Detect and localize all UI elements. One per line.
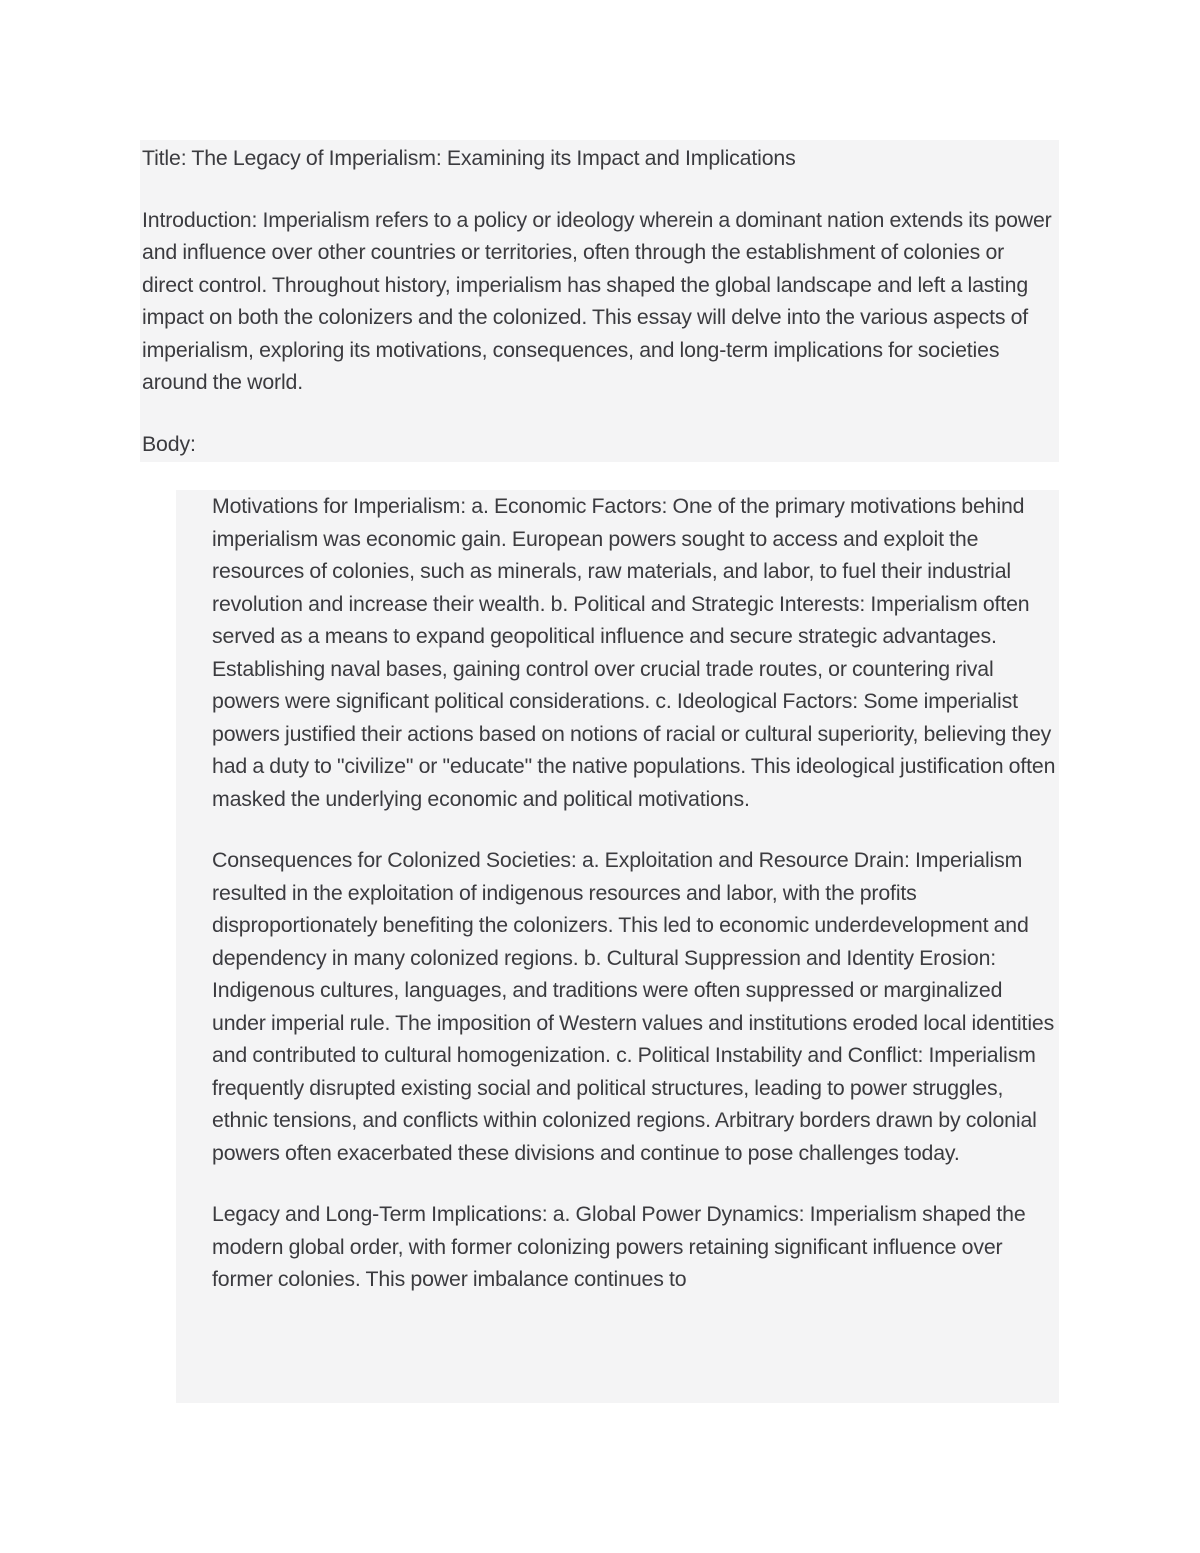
body-sections-block — [176, 490, 1059, 1403]
paragraph-gap — [142, 175, 1055, 204]
document-title: Title: The Legacy of Imperialism: Examining its Impact and Implications — [142, 146, 796, 170]
body-label: Body: — [142, 431, 196, 456]
introduction-paragraph: Introduction: Imperialism refers to a policy or ideology wherein a dominant nation extends its power and influence over other countries or territories, often through the establishment of colonies or direct control. Throughout history, imperialism has shaped the global landscape and left a lasting impact on both the colonizers and the colonized. This essay will delve into the various aspects of imperialism, exploring its motivations, consequences, and long-term implications for societies around the world. — [142, 207, 1052, 394]
section-consequences: Consequences for Colonized Societies: a. Exploitation and Resource Drain: Imperialism resulted in the exploitation of indigenous resources and labor, with the profits disproportionately benefiting the colonizers. This led to economic underdevelopment and dependency in many colonized regions. b. Cultural Suppression and Identity Erosion: Indigenous cultures, languages, and traditions were often suppressed or marginalized under imperial rule. The imposition of Western values and institutions eroded local identities and contributed to cultural homogenization. c. Political Instability and Conflict: Imperialism frequently disrupted existing social and political structures, leading to power struggles, ethnic tensions, and conflicts within colonized regions. Arbitrary borders drawn by colonial powers often exacerbated these divisions and continue to pose challenges today. — [212, 848, 1055, 1165]
paragraph-gap — [212, 815, 1059, 844]
section-motivations: Motivations for Imperialism: a. Economic Factors: One of the primary motivations behind imperialism was economic gain. European powers sought to access and exploit the resources of colonies, such as minerals, raw materials, and labor, to fuel their industrial revolution and increase their wealth. b. Political and Strategic Interests: Imperialism often served as a means to expand geopolitical influence and secure strategic advantages. Establishing naval bases, gaining control over crucial trade routes, or countering rival powers were significant political considerations. c. Ideological Factors: Some imperialist powers justified their actions based on notions of racial or cultural superiority, believing they had a duty to "civilize" or "educate" the native populations. This ideological justification often masked the underlying economic and political motivations. — [212, 494, 1056, 811]
paragraph-gap — [212, 1169, 1059, 1198]
section-legacy: Legacy and Long-Term Implications: a. Global Power Dynamics: Imperialism shaped the modern global order, with former colonizing powers retaining significant influence over former colonies. This power imbalance continues to — [212, 1202, 1026, 1291]
intro-block — [140, 140, 1059, 462]
paragraph-gap — [142, 399, 1055, 428]
